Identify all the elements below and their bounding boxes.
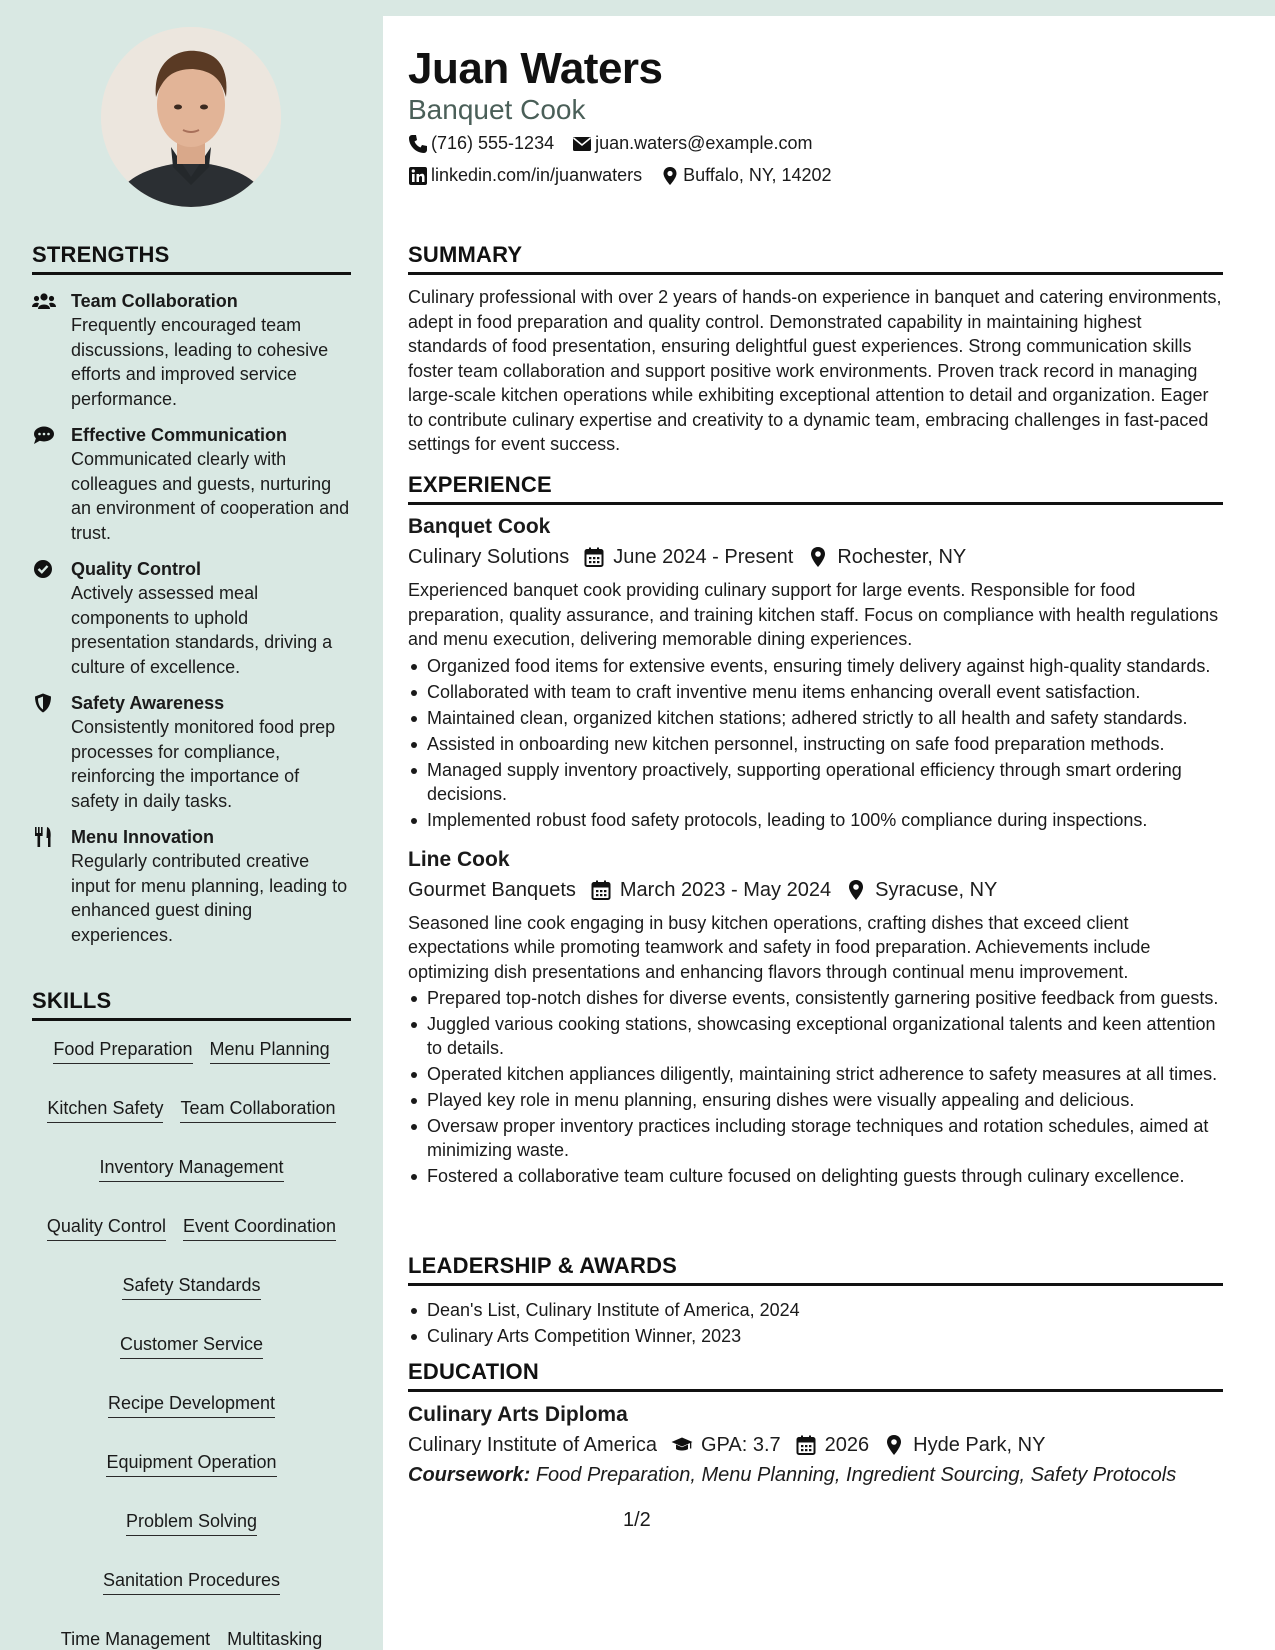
bullet-item: Played key role in menu planning, ensuring dishes were visually appealing and delicious.	[408, 1088, 1223, 1112]
gpa-text: GPA: 3.7	[701, 1434, 781, 1456]
job-meta	[408, 875, 1223, 905]
bullet-item: Oversaw proper inventory practices including storage techniques and rotation schedules, aimed at minimizing waste.	[408, 1114, 1223, 1162]
job-title: Banquet Cook	[408, 515, 551, 538]
phone-text: (716) 555-1234	[431, 133, 555, 153]
skill-chip: Inventory Management	[99, 1155, 283, 1182]
users-icon	[32, 291, 56, 311]
job-location: Syracuse, NY	[875, 878, 998, 901]
section-title: SKILLS	[32, 988, 351, 1021]
linkedin-icon	[408, 166, 428, 186]
strength-title: Menu Innovation	[71, 827, 214, 847]
skill-chip: Event Coordination	[183, 1214, 336, 1241]
skill-chip: Safety Standards	[122, 1273, 260, 1300]
utensils-icon	[32, 827, 56, 847]
job-entry	[408, 846, 1223, 1189]
job-company: Gourmet Banquets	[408, 878, 576, 901]
school-location: Hyde Park, NY	[913, 1434, 1046, 1456]
award-item: Dean's List, Culinary Institute of America, 2024	[408, 1298, 1223, 1322]
job-title: Line Cook	[408, 847, 510, 871]
calendar-icon	[795, 1434, 817, 1456]
map-pin-icon	[845, 879, 867, 901]
phone-icon	[408, 134, 428, 154]
job-bullets	[408, 654, 1223, 832]
strength-item	[32, 423, 351, 545]
skill-list	[32, 1037, 351, 1650]
linkedin-link[interactable]: linkedin.com/in/juanwaters	[431, 165, 643, 185]
strength-item	[32, 825, 351, 947]
job-dates: June 2024 - Present	[613, 546, 794, 568]
strength-desc: Regularly contributed creative input for menu planning, leading to enhanced guest dining experiences.	[71, 851, 348, 945]
section-title: EDUCATION	[408, 1359, 1223, 1392]
main-content	[383, 16, 1275, 1650]
job-company: Culinary Solutions	[408, 546, 570, 568]
map-pin-icon	[807, 546, 829, 568]
job-bullets	[408, 986, 1223, 1188]
check-circle-icon	[32, 559, 56, 579]
strength-title: Quality Control	[71, 559, 201, 579]
experience-section	[408, 472, 1223, 1190]
strength-item	[32, 557, 351, 679]
strength-desc: Frequently encouraged team discussions, leading to cohesive efforts and improved service performance.	[71, 315, 329, 409]
job-entry	[408, 513, 1223, 832]
bullet-item: Managed supply inventory proactively, supporting operational efficiency through smart ordering decisions.	[408, 758, 1223, 806]
strength-title: Team Collaboration	[71, 291, 238, 311]
skill-chip: Recipe Development	[108, 1391, 275, 1418]
avatar	[101, 27, 281, 207]
skill-chip: Team Collaboration	[180, 1096, 335, 1123]
map-pin-icon	[883, 1434, 905, 1456]
job-location: Rochester, NY	[837, 546, 967, 568]
job-description: Seasoned line cook engaging in busy kitchen operations, crafting dishes that exceed client expectations while promoting teamwork and safety in food preparation. Achievements include optimizing dish presentations and enhancing flavors through continual menu improvement.	[408, 912, 1151, 982]
skill-chip: Menu Planning	[210, 1037, 330, 1064]
coursework-text: Food Preparation, Menu Planning, Ingredient Sourcing, Safety Protocols	[535, 1464, 1177, 1486]
strength-item	[32, 691, 351, 813]
bullet-item: Prepared top-notch dishes for diverse events, consistently garnering positive feedback from guests.	[408, 986, 1223, 1010]
sidebar	[0, 0, 383, 1650]
school-name: Culinary Institute of America	[408, 1434, 657, 1456]
bullet-item: Juggled various cooking stations, showcasing exceptional organizational talents and keen attention to details.	[408, 1012, 1223, 1060]
calendar-icon	[590, 879, 612, 901]
award-item: Culinary Arts Competition Winner, 2023	[408, 1324, 1223, 1348]
strengths-section	[32, 242, 351, 947]
skill-chip: Quality Control	[47, 1214, 166, 1241]
education-meta	[408, 1430, 1223, 1460]
skill-chip: Time Management	[61, 1627, 210, 1650]
candidate-name: Juan Waters	[408, 44, 663, 93]
summary-text: Culinary professional with over 2 years of hands-on experience in banquet and catering environments, adept in food preparation and quality control. Demonstrated capability in maintaining highest standards of food presentation, ensuring delightful guest experiences. Strong communication skills foster team collaboration and support positive work environments. Proven track record in managing large-scale kitchen operations while exhibiting exceptional attention to detail and organization. Eager to contribute culinary expertise and creativity to a dynamic team, embracing challenges in fast-paced settings for event success.	[408, 287, 1222, 454]
contact-row	[408, 133, 830, 154]
chat-icon	[32, 425, 56, 445]
bullet-item: Organized food items for extensive events, ensuring timely delivery against high-quality standards.	[408, 654, 1223, 678]
envelope-icon	[572, 134, 592, 154]
job-meta	[408, 542, 1223, 572]
awards-section	[408, 1253, 1223, 1350]
strength-item	[32, 289, 351, 411]
awards-list	[408, 1298, 1223, 1348]
email-link[interactable]: juan.waters@example.com	[595, 133, 813, 153]
strength-desc: Actively assessed meal components to uphold presentation standards, driving a culture of excellence.	[71, 583, 333, 677]
graduation-cap-icon	[671, 1434, 693, 1456]
strength-desc: Consistently monitored food prep processes for compliance, reinforcing the importance of safety in daily tasks.	[71, 717, 336, 811]
skill-chip: Problem Solving	[126, 1509, 257, 1536]
bullet-item: Operated kitchen appliances diligently, maintaining strict adherence to safety measures at all times.	[408, 1062, 1223, 1086]
section-title: LEADERSHIP & AWARDS	[408, 1253, 1223, 1286]
skills-section	[32, 988, 351, 1650]
bullet-item: Collaborated with team to craft inventive menu items enhancing overall event satisfaction.	[408, 680, 1223, 704]
section-title: EXPERIENCE	[408, 472, 1223, 505]
skill-chip: Equipment Operation	[106, 1450, 276, 1477]
graduation-year: 2026	[824, 1434, 870, 1456]
coursework-label: Coursework:	[408, 1464, 531, 1486]
strength-title: Effective Communication	[71, 425, 288, 445]
contact-row	[408, 165, 850, 186]
section-title: STRENGTHS	[32, 242, 351, 275]
job-dates: March 2023 - May 2024	[619, 878, 832, 901]
job-description: Experienced banquet cook providing culinary support for large events. Responsible for food preparation, quality assurance, and training kitchen staff. Focus on compliance with health regulations and menu execution, delivering memorable dining experiences.	[408, 580, 1219, 649]
skill-chip: Sanitation Procedures	[103, 1568, 280, 1595]
degree-title: Culinary Arts Diploma	[408, 1403, 628, 1426]
map-pin-icon	[660, 166, 680, 186]
skill-chip: Food Preparation	[53, 1037, 192, 1064]
coursework	[408, 1460, 1223, 1490]
strength-title: Safety Awareness	[71, 693, 225, 713]
strength-desc: Communicated clearly with colleagues and guests, nurturing an environment of cooperation and trust.	[71, 449, 350, 543]
page-number: 1/2	[623, 1509, 651, 1531]
bullet-item: Fostered a collaborative team culture focused on delighting guests through culinary excellence.	[408, 1164, 1223, 1188]
skill-chip: Customer Service	[120, 1332, 263, 1359]
bullet-item: Maintained clean, organized kitchen stations; adhered strictly to all health and safety standards.	[408, 706, 1223, 730]
bullet-item: Assisted in onboarding new kitchen personnel, instructing on safe food preparation methods.	[408, 732, 1223, 756]
skill-chip: Kitchen Safety	[47, 1096, 163, 1123]
summary-section	[408, 242, 1223, 457]
location-text: Buffalo, NY, 14202	[683, 165, 832, 185]
shield-icon	[32, 693, 56, 713]
skill-chip: Multitasking	[227, 1627, 322, 1650]
candidate-role: Banquet Cook	[408, 94, 586, 125]
section-title: SUMMARY	[408, 242, 1223, 275]
bullet-item: Implemented robust food safety protocols, leading to 100% compliance during inspections.	[408, 808, 1223, 832]
calendar-icon	[583, 546, 605, 568]
education-section	[408, 1359, 1223, 1490]
